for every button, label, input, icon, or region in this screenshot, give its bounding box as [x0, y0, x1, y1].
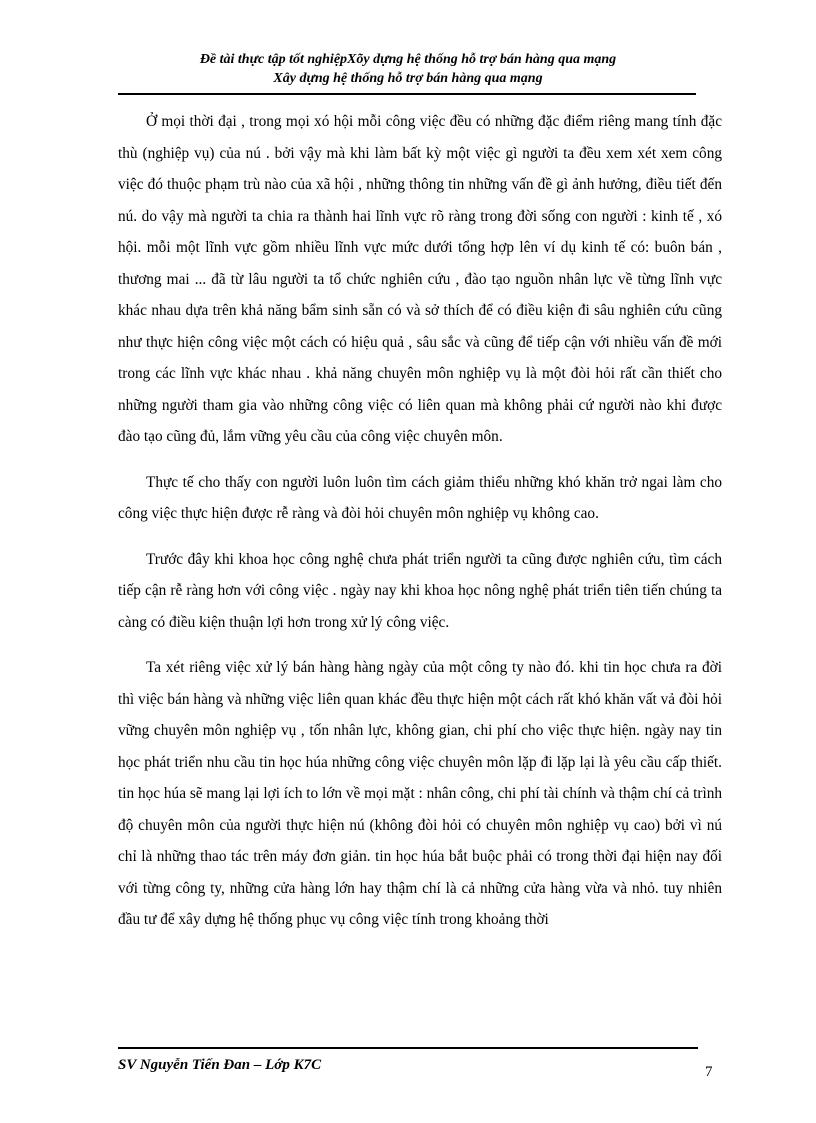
page-number: 7 [705, 1064, 713, 1080]
body-paragraph-3: Trước đây khi khoa học công nghệ chưa phát triển người ta cũng được nghiên cứu, tìm cách tiếp cận rễ ràng hơn với công việc . ngày nay khi khoa học nông nghệ phát triển tiên tiến chúng ta càng có điều kiện thuận lợi hơn trong xử lý công việc. [118, 550, 722, 631]
footer-author: SV Nguyễn Tiến Đan – Lớp K7C [118, 1057, 322, 1073]
header-thesis-title: Đề tài thực tập tốt nghiệpXõy dựng hệ thống hỗ trợ bán hàng qua mạng [199, 52, 617, 67]
body-paragraph-1: Ở mọi thời đại , trong mọi xó hội mỗi công việc đều có những đặc điểm riêng mang tính đặc thù (nghiệp vụ) của nú . bởi vậy mà khi làm bất kỳ một việc gì người ta đều xem xét xem công việc đó thuộc phạm trù nào của xã hội , những thông tin những vấn đề gì ảnh hưởng, điều tiết đến nú. do vậy mà người ta chia ra thành hai lĩnh vực rõ ràng trong đời sống con người : kinh tế , xó hội. mỗi một lĩnh vực gồm nhiều lĩnh vực mức dưới tổng hợp lên ví dụ kinh tế có: buôn bán , thương mai ... đã từ lâu người ta tổ chức nghiên cứu , đào tạo nguồn nhân lực về từng lĩnh vực khác nhau dựa trên khả năng bẩm sinh sẵn có và sở thích để có điều kiện đi sâu nghiên cứu cũng như thực hiện công việc một cách có hiệu quả , sâu sắc và cũng để tiếp cận với nhiều vấn đề mới trong các lĩnh vực khác nhau . khả năng chuyên môn nghiệp vụ là một đòi hỏi rất cần thiết cho những người tham gia vào những công việc có liên quan mà không phải cứ người nào khi được đào tạo cũng đủ, lắm vững yêu cầu của công việc chuyên môn. [118, 113, 722, 445]
header-divider [118, 93, 696, 95]
footer-divider [118, 1047, 698, 1049]
document-body [118, 106, 722, 950]
header-subtitle: Xây dựng hệ thống hỗ trợ bán hàng qua mạng [273, 71, 543, 86]
body-paragraph-2: Thực tế cho thấy con người luôn luôn tìm cách giảm thiểu những khó khăn trở ngai làm cho công việc thực hiện được rễ ràng và đòi hỏi chuyên môn nghiệp vụ không cao. [118, 473, 722, 522]
body-paragraph-4: Ta xét riêng việc xử lý bán hàng hàng ngày của một công ty nào đó. khi tin học chưa ra đời thì việc bán hàng và những việc liên quan khác đều thực hiện một cách rất khó khăn vất vả đòi hỏi vững chuyên môn nghiệp vụ , tốn nhân lực, không gian, chi phí cho việc thực hiện. ngày nay tin học phát triển nhu cầu tin học húa những công việc chuyên môn lặp đi lặp lại là yêu cầu cấp thiết. tin học húa sẽ mang lại lợi ích to lớn về mọi mặt : nhân công, chi phí tài chính và thậm chí cả trình độ chuyên môn của người thực hiện nú (không đòi hỏi có chuyên môn nghiệp vụ cao) bởi vì nú chỉ là những thao tác trên máy đơn giản. tin học húa bắt buộc phải có trong thời đại hiện nay đối với từng công ty, những cửa hàng lớn hay thậm chí là cả những cửa hàng vừa và nhỏ. tuy nhiên đầu tư để xây dựng hệ thống phục vụ công việc tính trong khoảng thời [118, 659, 722, 928]
page-header [118, 50, 698, 88]
